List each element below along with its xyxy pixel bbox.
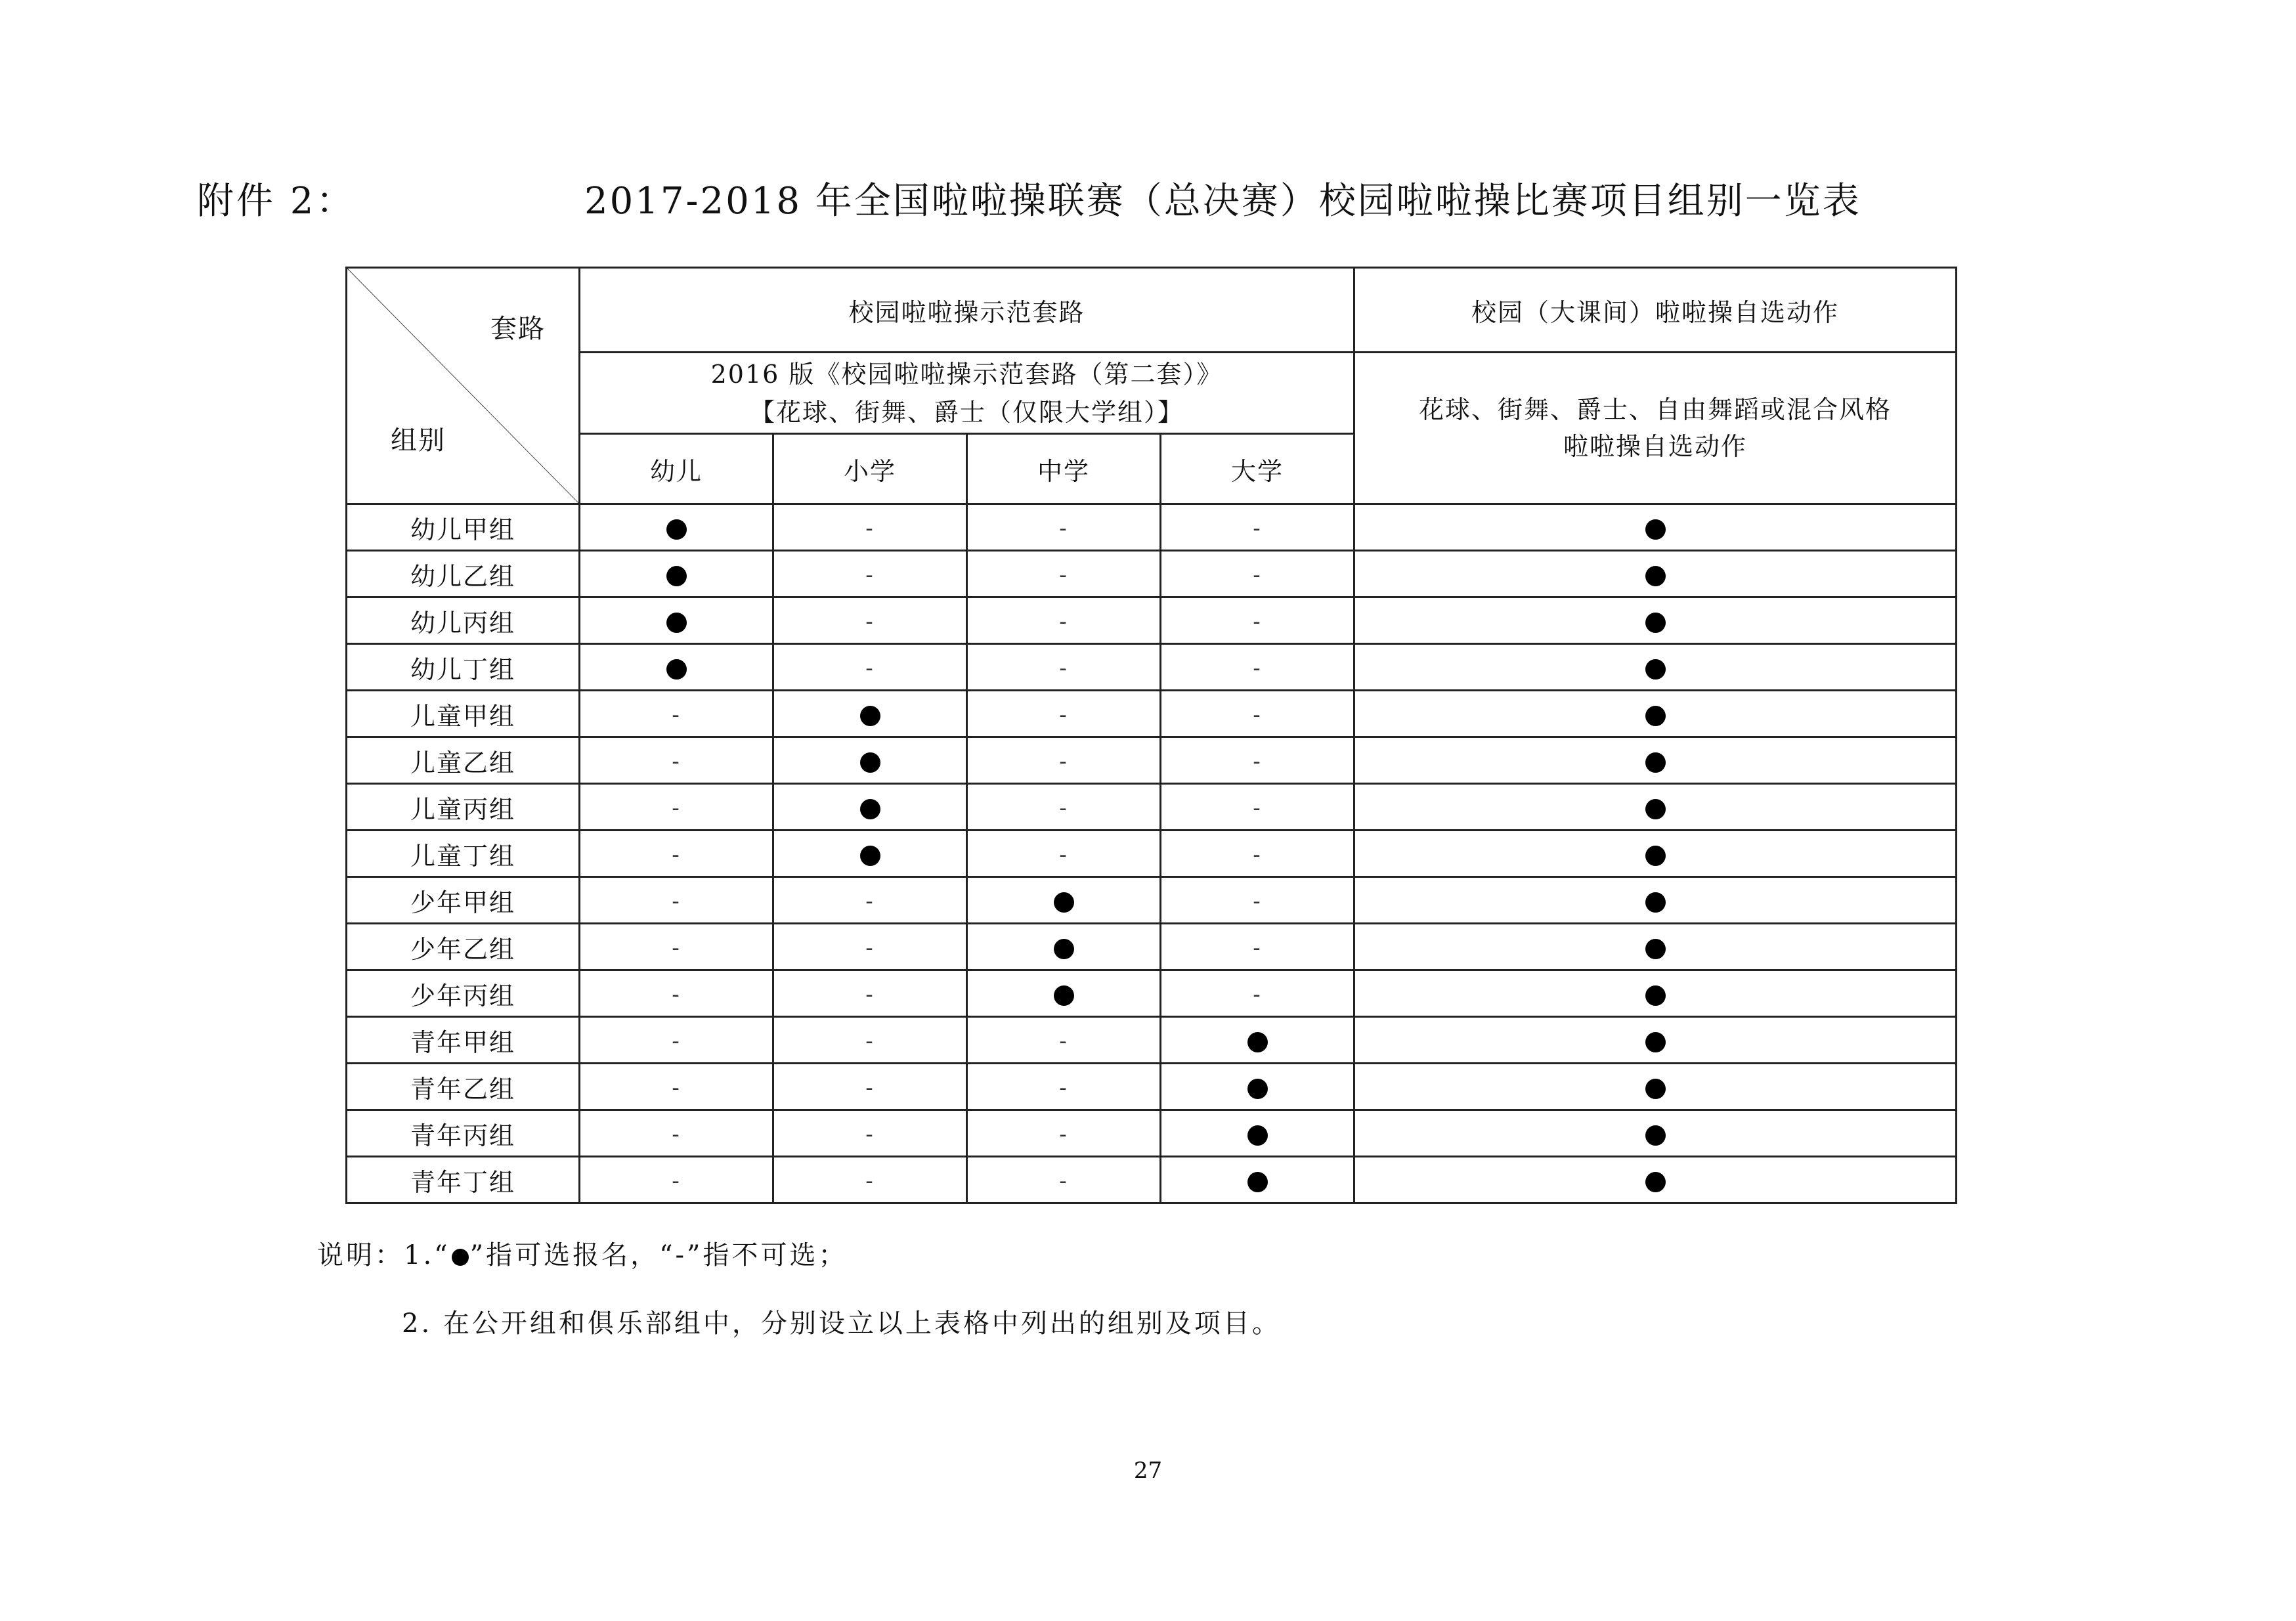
table-row (347, 1064, 1957, 1110)
availability-cell (967, 831, 1161, 877)
not-selectable-dash: - (672, 1028, 681, 1054)
availability-cell (773, 831, 967, 877)
table-row (347, 1017, 1957, 1064)
selectable-dot-icon (860, 846, 880, 866)
header-demo-routine: 校园啦啦操示范套路 (580, 268, 1354, 353)
table-row (347, 877, 1957, 924)
availability-cell (1161, 691, 1354, 737)
not-selectable-dash: - (1059, 795, 1068, 821)
corner-label-group: 组别 (391, 425, 446, 456)
free-desc-line2: 啦啦操自选动作 (1563, 432, 1748, 461)
not-selectable-dash: - (672, 1075, 681, 1101)
availability-cell (1354, 551, 1957, 597)
availability-cell (580, 877, 773, 924)
not-selectable-dash: - (1253, 702, 1262, 728)
availability-cell (1354, 1157, 1957, 1203)
selectable-dot-icon (1247, 1125, 1268, 1146)
document-title: 2017-2018 年全国啦啦操联赛（总决赛）校园啦啦操比赛项目组别一览表 (584, 180, 1861, 223)
not-selectable-dash: - (1059, 748, 1068, 775)
note1-prefix: 说明：1.“ (317, 1240, 450, 1270)
selectable-dot-icon (1645, 519, 1666, 540)
availability-cell (967, 504, 1161, 551)
selectable-dot-icon (860, 799, 880, 819)
level-header: 小学 (773, 434, 967, 504)
not-selectable-dash: - (672, 935, 681, 961)
selectable-dot-icon (1247, 1032, 1268, 1052)
table-row (347, 1157, 1957, 1203)
not-selectable-dash: - (672, 888, 681, 915)
table-row (347, 1110, 1957, 1157)
availability-cell (1161, 1110, 1354, 1157)
group-name-cell: 青年乙组 (347, 1064, 580, 1110)
not-selectable-dash: - (865, 1121, 875, 1148)
not-selectable-dash: - (1253, 515, 1262, 542)
selectable-dot-icon (1054, 892, 1074, 913)
not-selectable-dash: - (1253, 655, 1262, 681)
selectable-dot-icon (1645, 846, 1666, 866)
availability-cell (1161, 970, 1354, 1017)
not-selectable-dash: - (865, 1028, 875, 1054)
availability-cell (1354, 737, 1957, 784)
availability-cell (580, 1017, 773, 1064)
availability-cell (1161, 737, 1354, 784)
not-selectable-dash: - (1059, 702, 1068, 728)
selectable-dot-icon (666, 613, 687, 633)
selectable-dot-icon (1645, 566, 1666, 586)
not-selectable-dash: - (1059, 515, 1068, 542)
table-row (347, 551, 1957, 597)
group-name-cell: 儿童丙组 (347, 784, 580, 831)
availability-cell (1354, 1017, 1957, 1064)
not-selectable-dash: - (672, 748, 681, 775)
group-name-cell: 幼儿甲组 (347, 504, 580, 551)
availability-cell (967, 691, 1161, 737)
availability-cell (1354, 784, 1957, 831)
selectable-dot-icon (1645, 1125, 1666, 1146)
availability-cell (967, 784, 1161, 831)
availability-cell (967, 1110, 1161, 1157)
selectable-dot-icon (666, 519, 687, 540)
diagonal-line (347, 269, 578, 503)
corner-label-routine: 套路 (490, 314, 546, 344)
availability-cell (1354, 1064, 1957, 1110)
attachment-label: 附件 2： (197, 180, 356, 223)
selectable-dot-icon (1645, 1032, 1666, 1052)
availability-cell (580, 831, 773, 877)
availability-cell (1161, 644, 1354, 691)
availability-cell (580, 1157, 773, 1203)
not-selectable-dash: - (1253, 842, 1262, 868)
group-name-cell: 幼儿丙组 (347, 597, 580, 644)
selectable-dot-icon (1645, 939, 1666, 959)
level-header: 幼儿 (580, 434, 773, 504)
not-selectable-dash: - (865, 1168, 875, 1194)
availability-cell (1161, 1017, 1354, 1064)
selectable-dot-icon (1054, 939, 1074, 959)
not-selectable-dash: - (1059, 609, 1068, 635)
availability-cell (1161, 784, 1354, 831)
availability-cell (1161, 597, 1354, 644)
header-free-routine: 校园（大课间）啦啦操自选动作 (1354, 268, 1957, 353)
free-desc-line1: 花球、街舞、爵士、自由舞蹈或混合风格 (1419, 395, 1892, 424)
table-row (347, 737, 1957, 784)
availability-cell (773, 970, 967, 1017)
table-row (347, 504, 1957, 551)
not-selectable-dash: - (865, 655, 875, 681)
selectable-dot-icon (1247, 1172, 1268, 1192)
not-selectable-dash: - (865, 515, 875, 542)
not-selectable-dash: - (865, 1075, 875, 1101)
availability-cell (1161, 504, 1354, 551)
availability-cell (580, 691, 773, 737)
header-free-description (1354, 353, 1957, 504)
group-name-cell: 青年丁组 (347, 1157, 580, 1203)
header-demo-version (580, 353, 1354, 434)
table-row (347, 691, 1957, 737)
selectable-dot-icon (1645, 985, 1666, 1006)
not-selectable-dash: - (1059, 1121, 1068, 1148)
availability-cell (580, 504, 773, 551)
availability-cell (580, 644, 773, 691)
group-name-cell: 少年丙组 (347, 970, 580, 1017)
table-row (347, 924, 1957, 970)
selectable-dot-icon (1054, 985, 1074, 1006)
not-selectable-dash: - (1059, 1075, 1068, 1101)
group-name-cell: 幼儿乙组 (347, 551, 580, 597)
not-selectable-dash: - (1253, 562, 1262, 588)
demo-version-line1: 2016 版《校园啦啦操示范套路（第二套）》 (710, 359, 1223, 389)
not-selectable-dash: - (1253, 609, 1262, 635)
selectable-dot-icon (666, 659, 687, 680)
group-name-cell: 少年乙组 (347, 924, 580, 970)
availability-cell (967, 597, 1161, 644)
availability-cell (580, 1064, 773, 1110)
availability-cell (1161, 924, 1354, 970)
not-selectable-dash: - (865, 609, 875, 635)
not-selectable-dash: - (672, 1121, 681, 1148)
group-name-cell: 儿童甲组 (347, 691, 580, 737)
availability-cell (580, 737, 773, 784)
availability-cell (967, 1064, 1161, 1110)
availability-cell (1354, 970, 1957, 1017)
availability-cell (773, 1157, 967, 1203)
availability-cell (773, 1110, 967, 1157)
group-name-cell: 幼儿丁组 (347, 644, 580, 691)
availability-cell (1161, 831, 1354, 877)
level-header: 大学 (1161, 434, 1354, 504)
availability-cell (1354, 924, 1957, 970)
availability-cell (1161, 877, 1354, 924)
availability-cell (1354, 504, 1957, 551)
selectable-dot-icon (1645, 613, 1666, 633)
note-line-1 (317, 1234, 848, 1272)
selectable-dot-icon (1645, 659, 1666, 680)
availability-cell (773, 877, 967, 924)
not-selectable-dash: - (1059, 562, 1068, 588)
availability-cell (580, 551, 773, 597)
availability-cell (773, 597, 967, 644)
note-line-2: 2. 在公开组和俱乐部组中，分别设立以上表格中列出的组别及项目。 (402, 1308, 1281, 1339)
availability-cell (967, 551, 1161, 597)
level-header: 中学 (967, 434, 1161, 504)
availability-cell (967, 877, 1161, 924)
availability-cell (1354, 831, 1957, 877)
not-selectable-dash: - (672, 982, 681, 1008)
not-selectable-dash: - (1253, 982, 1262, 1008)
availability-cell (967, 924, 1161, 970)
selectable-dot-icon (1645, 1079, 1666, 1099)
availability-cell (1161, 551, 1354, 597)
availability-cell (967, 644, 1161, 691)
not-selectable-dash: - (1059, 1168, 1068, 1194)
availability-cell (1354, 597, 1957, 644)
table-row (347, 597, 1957, 644)
selectable-dot-icon (1645, 892, 1666, 913)
availability-cell (580, 924, 773, 970)
availability-cell (967, 970, 1161, 1017)
selectable-dot-icon (666, 566, 687, 586)
not-selectable-dash: - (865, 562, 875, 588)
selectable-dot-icon (860, 752, 880, 773)
corner-header-cell (347, 268, 580, 504)
not-selectable-dash: - (1059, 842, 1068, 868)
page-number: 27 (1133, 1458, 1163, 1484)
group-name-cell: 儿童乙组 (347, 737, 580, 784)
selectable-dot-icon (1645, 1172, 1666, 1192)
availability-cell (773, 1064, 967, 1110)
selectable-dot-icon (860, 706, 880, 726)
availability-cell (773, 551, 967, 597)
selectable-dot-icon (1645, 752, 1666, 773)
not-selectable-dash: - (1253, 888, 1262, 915)
not-selectable-dash: - (1059, 1028, 1068, 1054)
not-selectable-dash: - (672, 842, 681, 868)
availability-cell (773, 737, 967, 784)
demo-version-line2: 【花球、街舞、爵士（仅限大学组）】 (750, 397, 1184, 427)
table-row (347, 970, 1957, 1017)
table-row (347, 831, 1957, 877)
events-table (345, 267, 1957, 1204)
not-selectable-dash: - (1253, 935, 1262, 961)
group-name-cell: 儿童丁组 (347, 831, 580, 877)
availability-cell (773, 784, 967, 831)
not-selectable-dash: - (865, 982, 875, 1008)
availability-cell (773, 504, 967, 551)
availability-cell (967, 1017, 1161, 1064)
availability-cell (967, 1157, 1161, 1203)
not-selectable-dash: - (672, 795, 681, 821)
availability-cell (773, 691, 967, 737)
not-selectable-dash: - (865, 888, 875, 915)
note1-suffix: ”指可选报名，“-”指不可选； (469, 1240, 848, 1270)
selectable-dot-icon (1247, 1079, 1268, 1099)
group-name-cell: 少年甲组 (347, 877, 580, 924)
not-selectable-dash: - (672, 702, 681, 728)
not-selectable-dash: - (865, 935, 875, 961)
selectable-dot-icon (1645, 706, 1666, 726)
selectable-dot-icon (452, 1249, 469, 1266)
availability-cell (1161, 1064, 1354, 1110)
availability-cell (580, 970, 773, 1017)
availability-cell (1161, 1157, 1354, 1203)
table-row (347, 644, 1957, 691)
table-row (347, 784, 1957, 831)
availability-cell (1354, 1110, 1957, 1157)
availability-cell (1354, 877, 1957, 924)
availability-cell (773, 644, 967, 691)
group-name-cell: 青年丙组 (347, 1110, 580, 1157)
availability-cell (580, 1110, 773, 1157)
group-name-cell: 青年甲组 (347, 1017, 580, 1064)
not-selectable-dash: - (1253, 748, 1262, 775)
availability-cell (580, 784, 773, 831)
availability-cell (967, 737, 1161, 784)
selectable-dot-icon (1645, 799, 1666, 819)
availability-cell (773, 1017, 967, 1064)
not-selectable-dash: - (1253, 795, 1262, 821)
availability-cell (773, 924, 967, 970)
not-selectable-dash: - (1059, 655, 1068, 681)
not-selectable-dash: - (672, 1168, 681, 1194)
availability-cell (580, 597, 773, 644)
availability-cell (1354, 644, 1957, 691)
availability-cell (1354, 691, 1957, 737)
